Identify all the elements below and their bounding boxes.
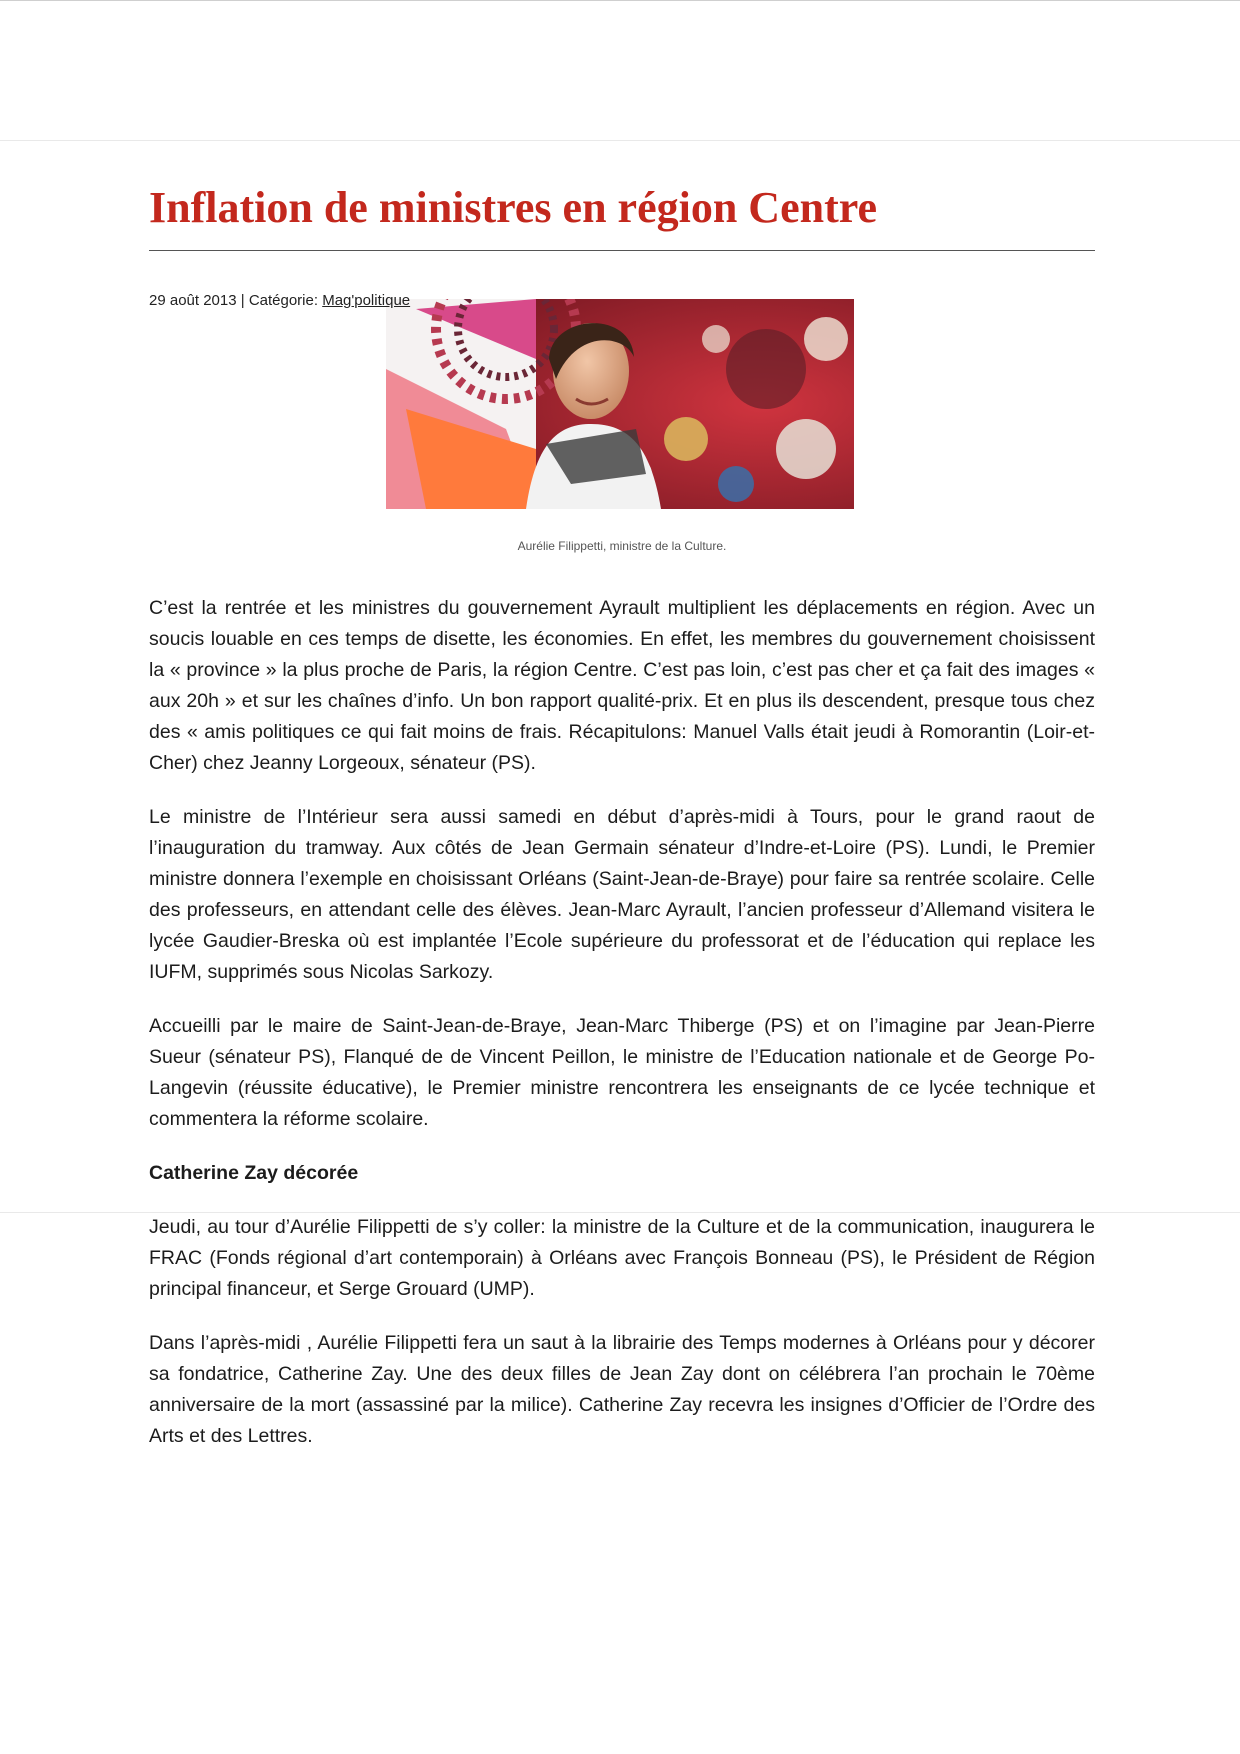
portrait-photo-icon: [386, 299, 854, 509]
date-category: 29 août 2013 | Catégorie:: [149, 292, 323, 309]
article-title: Inflation de ministres en région Centre: [149, 180, 1095, 251]
paragraph: C’est la rentrée et les ministres du gouvernement Ayrault multiplient les déplacements en région. Avec un soucis louable en ces temps de disette, les économies. En effet, les membres du gouvernement choisissent la « province » la plus proche de Paris, la région Centre. C’est pas loin, c’est pas cher et ça fait des images « aux 20h » et sur les chaînes d’info. Un bon rapport qualité-prix. Et en plus ils descendent, presque tous chez des « amis politiques ce qui fait moins de frais. Récapitulons: Manuel Valls était jeudi à Romorantin (Loir-et-Cher) chez Jeanny Lorgeoux, sénateur (PS).: [149, 597, 1095, 774]
photo-caption: Aurélie Filippetti, ministre de la Culture.: [517, 539, 727, 553]
article-body: [149, 593, 1095, 1452]
article: [149, 180, 1095, 1475]
paragraph: Le ministre de l’Intérieur sera aussi samedi en début d’après-midi à Tours, pour le grand raout de l’inauguration du tramway. Aux côtés de Jean Germain sénateur d’Indre-et-Loire (PS). Lundi, le Premier ministre donnera l’exemple en choisissant Orléans (Saint-Jean-de-Braye) pour faire sa rentrée scolaire. Celle des professeurs, en attendant celle des élèves. Jean-Marc Ayrault, l’ancien professeur d’Allemand visitera le lycée Gaudier-Breska où est implantée l’Ecole supérieure du professorat et de l’éducation qui replace les IUFM, supprimés sous Nicolas Sarkozy.: [149, 806, 1095, 983]
article-meta: [149, 291, 1095, 311]
paragraph: Accueilli par le maire de Saint-Jean-de-Braye, Jean-Marc Thiberge (PS) et on l’imagine par Jean-Pierre Sueur (sénateur PS), Flanqué de de Vincent Peillon, le ministre de l’Education nationale et de George Po-Langevin (réussite éducative), le Premier ministre rencontrera les enseignants de ce lycée technique et commentera la réforme scolaire.: [149, 1015, 1095, 1130]
article-photo: [386, 299, 854, 509]
subheading: Catherine Zay décorée: [149, 1162, 359, 1184]
paragraph: Jeudi, au tour d’Aurélie Filippetti de s’y coller: la ministre de la Culture et de la communication, inaugurera le FRAC (Fonds régional d’art contemporain) à Orléans avec François Bonneau (PS), le Président de Région principal financeur, et Serge Grouard (UMP).: [149, 1216, 1095, 1300]
paragraph: Dans l’après-midi , Aurélie Filippetti fera un saut à la librairie des Temps modernes à Orléans pour y décorer sa fondatrice, Catherine Zay. Une des deux filles de Jean Zay dont on célébrera l’an prochain le 70ème anniversaire de la mort (assassiné par la milice). Catherine Zay recevra les insignes d’Officier de l’Ordre des Arts et des Lettres.: [149, 1332, 1095, 1447]
category-link[interactable]: Mag'politique: [322, 292, 411, 309]
